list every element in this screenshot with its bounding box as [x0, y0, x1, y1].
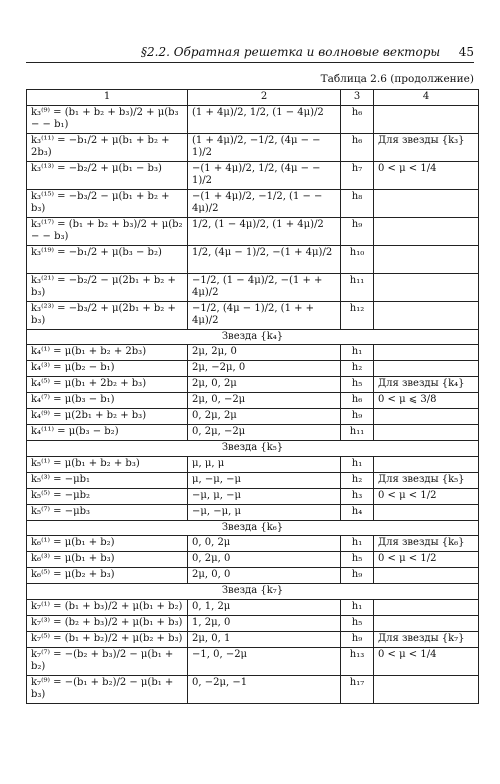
- cell-c2: 1/2, (1 − 4μ)/2, (1 + 4μ)/2: [188, 217, 341, 245]
- table-row: [27, 377, 479, 393]
- cell-c3: h₁₁: [341, 425, 374, 441]
- cell-c1: k₄⁽⁹⁾ = μ(2b₁ + b₂ + b₃): [27, 409, 188, 425]
- cell-c1: k₆⁽⁵⁾ = μ(b₂ + b₃): [27, 568, 188, 584]
- cell-c3: h₁₂: [341, 301, 374, 329]
- cell-c3: h₁: [341, 536, 374, 552]
- cell-c1: k₄⁽³⁾ = μ(b₂ − b₁): [27, 361, 188, 377]
- cell-c2: (1 + 4μ)/2, −1/2, (4μ − − 1)/2: [188, 133, 341, 161]
- cell-c2: 0, −2μ, −1: [188, 675, 341, 703]
- cell-c3: h₁: [341, 345, 374, 361]
- cell-c3: h₅: [341, 377, 374, 393]
- cell-c1: k₄⁽¹⁾ = μ(b₁ + b₂ + 2b₃): [27, 345, 188, 361]
- cell-c2: −1/2, (1 − 4μ)/2, −(1 + + 4μ)/2: [188, 273, 341, 301]
- cell-c1: k₃⁽²¹⁾ = −b₂/2 − μ(2b₁ + b₂ + b₃): [27, 273, 188, 301]
- table-row: [27, 361, 479, 377]
- section-row: [27, 584, 479, 600]
- section-title: Звезда {k₅}: [27, 441, 479, 457]
- section-row: [27, 329, 479, 345]
- cell-c2: 2μ, −2μ, 0: [188, 361, 341, 377]
- table-row: [27, 631, 479, 647]
- cell-c2: 2μ, 0, 1: [188, 631, 341, 647]
- cell-c3: h₅: [341, 552, 374, 568]
- cell-c4: 0 < μ ⩽ 3/8: [374, 393, 479, 409]
- cell-c4: [374, 504, 479, 520]
- cell-c3: h₂: [341, 472, 374, 488]
- cell-c3: h₆: [341, 393, 374, 409]
- cell-c4: [374, 425, 479, 441]
- cell-c1: k₃⁽¹⁷⁾ = (b₁ + b₂ + b₃)/2 + μ(b₂ − − b₃): [27, 217, 188, 245]
- cell-c1: k₃⁽¹³⁾ = −b₂/2 + μ(b₁ − b₃): [27, 161, 188, 189]
- section-row: [27, 441, 479, 457]
- wave-vector-table: [26, 89, 479, 704]
- cell-c4: Для звезды {k₇}: [374, 631, 479, 647]
- cell-c3: h₉: [341, 568, 374, 584]
- cell-c1: k₇⁽³⁾ = (b₂ + b₃)/2 + μ(b₁ + b₃): [27, 615, 188, 631]
- page-number: 45: [458, 45, 474, 59]
- table-caption: Таблица 2.6 (продолжение): [320, 73, 474, 85]
- cell-c1: k₆⁽¹⁾ = μ(b₁ + b₂): [27, 536, 188, 552]
- table-row: [27, 552, 479, 568]
- cell-c1: k₄⁽¹¹⁾ = μ(b₃ − b₂): [27, 425, 188, 441]
- cell-c4: [374, 409, 479, 425]
- cell-c3: h₁: [341, 456, 374, 472]
- cell-c4: [374, 189, 479, 217]
- cell-c2: 2μ, 0, 2μ: [188, 377, 341, 393]
- cell-c4: Для звезды {k₆}: [374, 536, 479, 552]
- cell-c2: 1/2, (4μ − 1)/2, −(1 + 4μ)/2: [188, 245, 341, 273]
- cell-c1: k₅⁽⁷⁾ = −μb₃: [27, 504, 188, 520]
- table-row: [27, 488, 479, 504]
- cell-c1: k₆⁽³⁾ = μ(b₁ + b₃): [27, 552, 188, 568]
- cell-c1: k₅⁽³⁾ = −μb₁: [27, 472, 188, 488]
- cell-c1: k₃⁽¹⁹⁾ = −b₁/2 + μ(b₃ − b₂): [27, 245, 188, 273]
- cell-c2: 0, 2μ, 0: [188, 552, 341, 568]
- table-row: [27, 536, 479, 552]
- cell-c3: h₁₁: [341, 273, 374, 301]
- column-header: 2: [188, 90, 341, 106]
- section-title: Звезда {k₆}: [27, 520, 479, 536]
- cell-c3: h₈: [341, 189, 374, 217]
- cell-c3: h₂: [341, 361, 374, 377]
- cell-c1: k₇⁽⁵⁾ = (b₁ + b₂)/2 + μ(b₂ + b₃): [27, 631, 188, 647]
- cell-c4: [374, 599, 479, 615]
- table-row: [27, 425, 479, 441]
- table-row: [27, 599, 479, 615]
- cell-c1: k₇⁽⁷⁾ = −(b₂ + b₃)/2 − μ(b₁ + b₂): [27, 647, 188, 675]
- table-row: [27, 456, 479, 472]
- cell-c2: 2μ, 0, 0: [188, 568, 341, 584]
- cell-c2: −1, 0, −2μ: [188, 647, 341, 675]
- cell-c4: [374, 301, 479, 329]
- cell-c1: k₇⁽⁹⁾ = −(b₁ + b₂)/2 − μ(b₁ + b₃): [27, 675, 188, 703]
- cell-c4: [374, 361, 479, 377]
- table-row: [27, 245, 479, 273]
- cell-c2: 2μ, 0, −2μ: [188, 393, 341, 409]
- table-row: [27, 647, 479, 675]
- table-row: [27, 105, 479, 133]
- cell-c4: [374, 105, 479, 133]
- table-row: [27, 301, 479, 329]
- cell-c4: 0 < μ < 1/2: [374, 552, 479, 568]
- cell-c2: μ, −μ, −μ: [188, 472, 341, 488]
- cell-c4: Для звезды {k₄}: [374, 377, 479, 393]
- cell-c2: 1, 2μ, 0: [188, 615, 341, 631]
- cell-c4: [374, 245, 479, 273]
- cell-c4: 0 < μ < 1/2: [374, 488, 479, 504]
- table-row: [27, 568, 479, 584]
- cell-c4: [374, 568, 479, 584]
- cell-c4: [374, 675, 479, 703]
- table-row: [27, 161, 479, 189]
- cell-c3: h₁₃: [341, 647, 374, 675]
- cell-c2: 0, 2μ, −2μ: [188, 425, 341, 441]
- cell-c1: k₅⁽⁵⁾ = −μb₂: [27, 488, 188, 504]
- cell-c2: (1 + 4μ)/2, 1/2, (1 − 4μ)/2: [188, 105, 341, 133]
- cell-c3: h₇: [341, 161, 374, 189]
- column-header: 1: [27, 90, 188, 106]
- cell-c1: k₄⁽⁵⁾ = μ(b₁ + 2b₂ + b₃): [27, 377, 188, 393]
- table-row: [27, 675, 479, 703]
- cell-c4: [374, 273, 479, 301]
- cell-c2: −(1 + 4μ)/2, −1/2, (1 − − 4μ)/2: [188, 189, 341, 217]
- table-row: [27, 273, 479, 301]
- cell-c2: −μ, −μ, μ: [188, 504, 341, 520]
- cell-c1: k₇⁽¹⁾ = (b₁ + b₃)/2 + μ(b₁ + b₂): [27, 599, 188, 615]
- table-row: [27, 133, 479, 161]
- cell-c3: h₁: [341, 599, 374, 615]
- section-row: [27, 520, 479, 536]
- section-title: Звезда {k₇}: [27, 584, 479, 600]
- cell-c2: −(1 + 4μ)/2, 1/2, (4μ − − 1)/2: [188, 161, 341, 189]
- cell-c2: 0, 2μ, 2μ: [188, 409, 341, 425]
- table-row: [27, 615, 479, 631]
- table-row: [27, 409, 479, 425]
- cell-c3: h₁₀: [341, 245, 374, 273]
- cell-c2: 0, 1, 2μ: [188, 599, 341, 615]
- cell-c3: h₁₇: [341, 675, 374, 703]
- section-title: Звезда {k₄}: [27, 329, 479, 345]
- cell-c3: h₄: [341, 504, 374, 520]
- cell-c3: h₆: [341, 105, 374, 133]
- cell-c4: 0 < μ < 1/4: [374, 161, 479, 189]
- cell-c2: −1/2, (4μ − 1)/2, (1 + + 4μ)/2: [188, 301, 341, 329]
- table-header-row: [27, 90, 479, 106]
- cell-c1: k₃⁽²³⁾ = −b₃/2 + μ(2b₁ + b₂ + b₃): [27, 301, 188, 329]
- cell-c2: μ, μ, μ: [188, 456, 341, 472]
- header-title: §2.2. Обратная решетка и волновые векторы: [141, 45, 441, 59]
- cell-c2: 0, 0, 2μ: [188, 536, 341, 552]
- cell-c4: [374, 615, 479, 631]
- cell-c1: k₄⁽⁷⁾ = μ(b₃ − b₁): [27, 393, 188, 409]
- cell-c3: h₆: [341, 133, 374, 161]
- cell-c1: k₃⁽⁹⁾ = (b₁ + b₂ + b₃)/2 + μ(b₃ − − b₁): [27, 105, 188, 133]
- cell-c3: h₉: [341, 631, 374, 647]
- table-row: [27, 217, 479, 245]
- cell-c4: [374, 456, 479, 472]
- table-row: [27, 504, 479, 520]
- cell-c4: Для звезды {k₃}: [374, 133, 479, 161]
- cell-c2: −μ, μ, −μ: [188, 488, 341, 504]
- cell-c3: h₅: [341, 615, 374, 631]
- cell-c3: h₉: [341, 409, 374, 425]
- table-row: [27, 189, 479, 217]
- cell-c4: [374, 345, 479, 361]
- column-header: 3: [341, 90, 374, 106]
- cell-c1: k₅⁽¹⁾ = μ(b₁ + b₂ + b₃): [27, 456, 188, 472]
- cell-c4: 0 < μ < 1/4: [374, 647, 479, 675]
- cell-c4: Для звезды {k₅}: [374, 472, 479, 488]
- table-row: [27, 345, 479, 361]
- cell-c2: 2μ, 2μ, 0: [188, 345, 341, 361]
- cell-c4: [374, 217, 479, 245]
- running-header: [26, 44, 474, 63]
- table-row: [27, 472, 479, 488]
- cell-c1: k₃⁽¹⁵⁾ = −b₃/2 − μ(b₁ + b₂ + b₃): [27, 189, 188, 217]
- cell-c3: h₃: [341, 488, 374, 504]
- cell-c3: h₉: [341, 217, 374, 245]
- column-header: 4: [374, 90, 479, 106]
- table-row: [27, 393, 479, 409]
- cell-c1: k₃⁽¹¹⁾ = −b₁/2 + μ(b₁ + b₂ + 2b₃): [27, 133, 188, 161]
